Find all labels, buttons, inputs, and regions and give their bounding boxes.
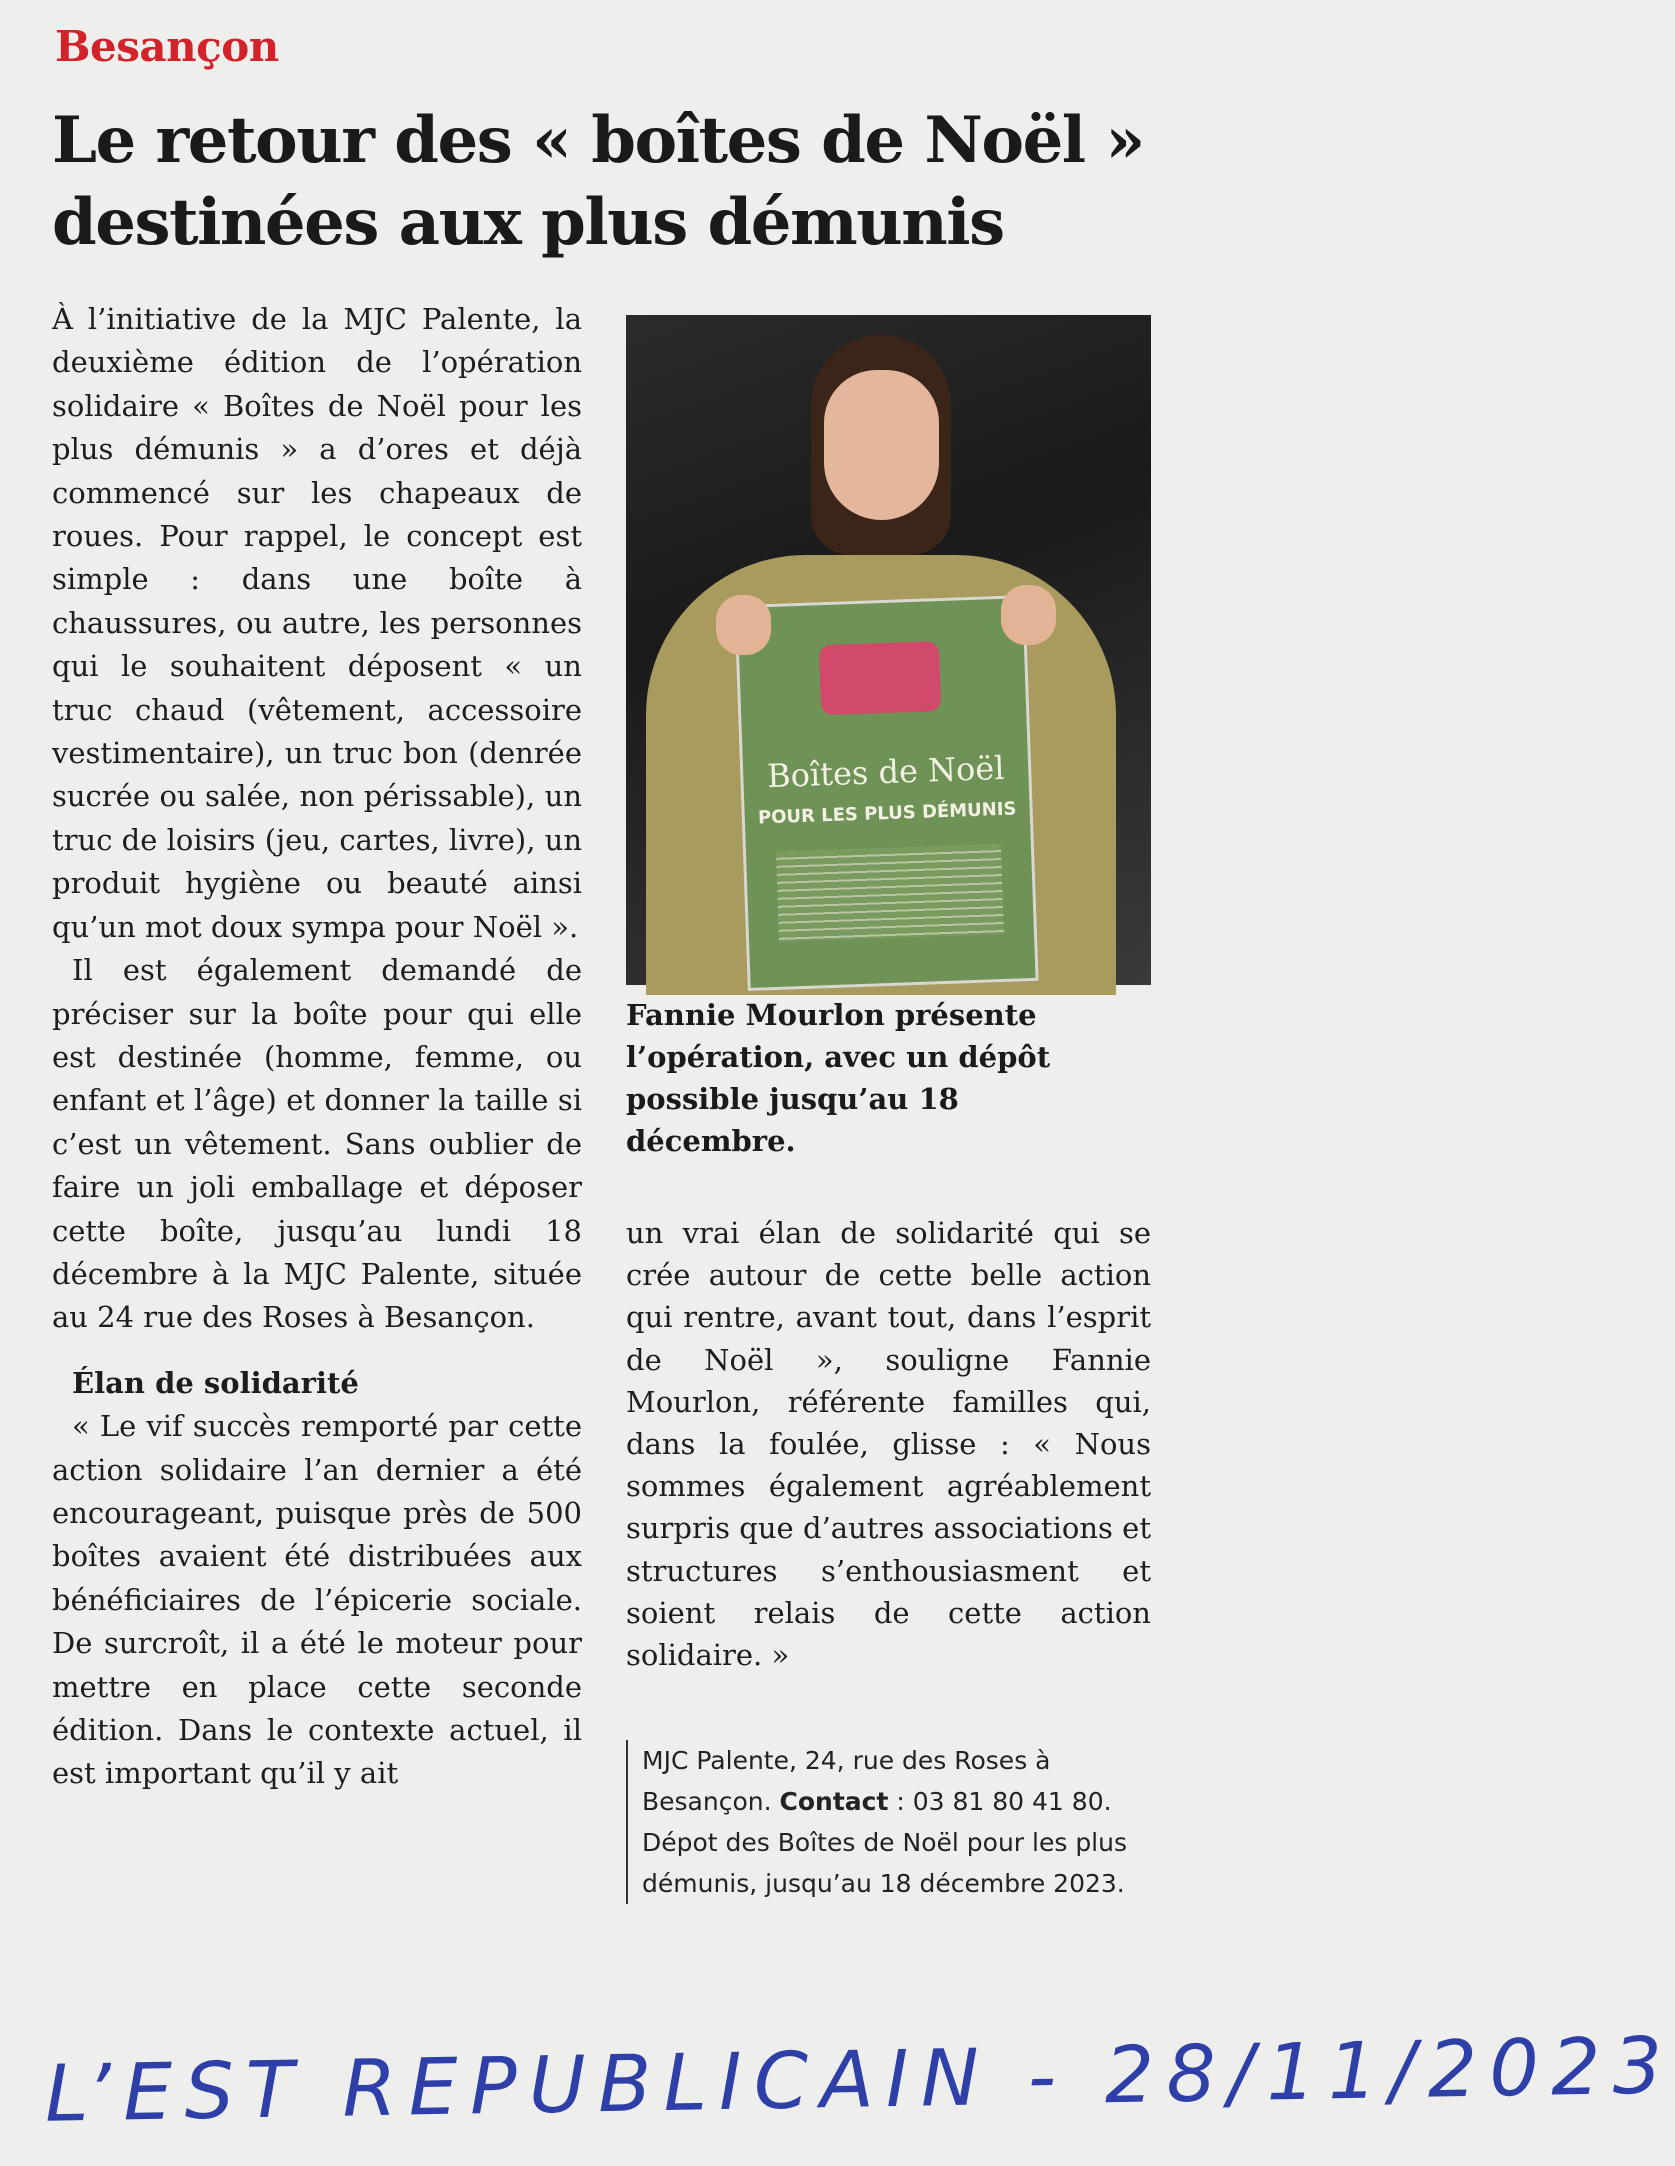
poster-fine-print xyxy=(776,844,1004,942)
paragraph-instructions: Il est également demandé de préciser sur la boîte pour qui elle est destinée (homme, femme, ou enfant et l’âge) et donner la taille si c’est un vêtement. Sans oublier de faire un joli emballage et déposer cette boîte, jusqu’au lundi 18 décembre à la MJC Palente, située au 24 rue des Roses à Besançon. xyxy=(52,953,582,1335)
photo-caption: Fannie Mourlon présente l’opération, avec un dépôt possible jusqu’au 18 décembre. xyxy=(626,998,1051,1158)
paragraph-continuation: un vrai élan de solidarité qui se crée autour de cette belle action qui rentre, avant tout, dans l’esprit de Noël », souligne Fannie Mourlon, référente familles qui, dans la foulée, glisse : « Nous sommes également agréablement surpris que d’autres associations et structures s’enthousiasment et soient relais de cette action solidaire. » xyxy=(626,1216,1151,1673)
poster-title: Boîtes de Noël xyxy=(766,748,1006,796)
photo-left-hand xyxy=(716,595,771,655)
practical-info-box xyxy=(626,1740,1157,1904)
headline-line-2: destinées aux plus démunis xyxy=(52,185,1004,260)
photo-person-face xyxy=(824,370,939,520)
section-label: Besançon xyxy=(55,22,279,71)
subheading: Élan de solidarité xyxy=(72,1365,359,1400)
paragraph-intro: À l’initiative de la MJC Palente, la deuxième édition de l’opération solidaire « Boîtes de Noël pour les plus démunis » a d’ores et déjà commencé sur les chapeaux de roues. Pour rappel, le concept est simple : dans une boîte à chaussures, ou autre, les personnes qui le souhaitent déposent « un truc chaud (vêtement, accessoire vestimentaire), un truc bon (denrée sucrée ou salée, non périssable), un truc de loisirs (jeu, cartes, livre), un produit hygiène ou beauté ainsi qu’un mot doux sympa pour Noël ». xyxy=(52,302,582,944)
poster-subtitle: POUR LES PLUS DÉMUNIS xyxy=(757,798,1017,829)
info-address: MJC Palente, 24, rue des Roses à Besançon. xyxy=(642,1746,1051,1816)
headline-line-1: Le retour des « boîtes de Noël » xyxy=(52,103,1144,178)
photo-right-hand xyxy=(1001,585,1056,645)
headline xyxy=(52,100,1182,264)
poster-sleigh-illustration xyxy=(819,641,941,715)
photo-poster xyxy=(734,595,1038,991)
article-column-left xyxy=(52,298,582,1796)
article-column-right xyxy=(626,1212,1151,1676)
article-photo xyxy=(626,315,1151,985)
handwritten-source-note: L’EST REPUBLICAIN - 28/11/2023 xyxy=(44,2021,1675,2140)
info-contact-label: Contact xyxy=(779,1787,889,1816)
paragraph-quote: « Le vif succès remporté par cette action solidaire l’an dernier a été encourageant, puisque près de 500 boîtes avaient été distribuées aux bénéficiaires de l’épicerie sociale. De surcroît, il a été le moteur pour mettre en place cette seconde édition. Dans le contexte actuel, il est important qu’il y ait xyxy=(52,1409,582,1791)
info-contact-text: : 03 81 80 41 80. Dépot des Boîtes de Noël pour les plus démunis, jusqu’au 18 décembre 2023. xyxy=(642,1787,1127,1898)
